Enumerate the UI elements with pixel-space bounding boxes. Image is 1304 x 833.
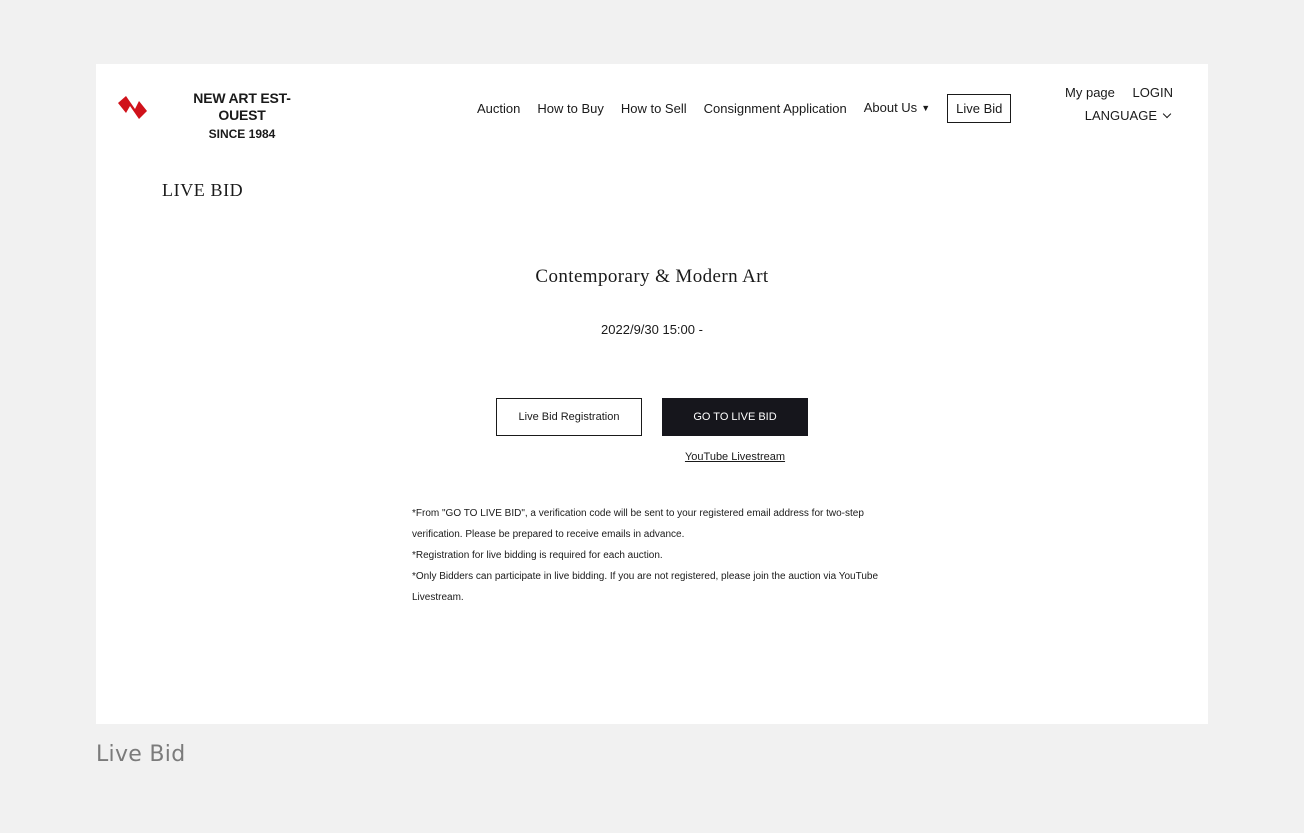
notes — [412, 503, 902, 608]
chevron-down-icon — [1163, 110, 1171, 118]
auction-date: 2022/9/30 15:00 - — [601, 322, 703, 337]
my-page-link[interactable]: My page — [1065, 85, 1115, 100]
login-link[interactable]: LOGIN — [1132, 85, 1173, 100]
nav-live-bid-button[interactable]: Live Bid — [947, 94, 1011, 123]
caret-down-icon: ▼ — [921, 103, 931, 113]
page-title: LIVE BID — [162, 180, 244, 200]
nav-consignment-application[interactable]: Consignment Application — [703, 100, 847, 116]
nav-how-to-buy[interactable]: How to Buy — [537, 100, 604, 116]
brand-name: NEW ART EST-OUEST — [193, 90, 291, 123]
note-verification: *From "GO TO LIVE BID", a verification code will be sent to your registered email address for two-step verification. Please be prepared to receive emails in advance. — [412, 508, 864, 540]
youtube-livestream-link[interactable]: YouTube Livestream — [684, 451, 786, 463]
note-registration: *Registration for live bidding is required for each auction. — [412, 550, 663, 561]
nav-auction[interactable]: Auction — [477, 100, 521, 116]
account-menu — [1051, 85, 1173, 123]
caption: Live Bid — [96, 742, 186, 767]
brand-since: SINCE 1984 — [208, 127, 276, 141]
logo-icon[interactable] — [116, 91, 150, 125]
brand-logo-text[interactable] — [174, 90, 310, 143]
nav-how-to-sell[interactable]: How to Sell — [620, 100, 687, 116]
live-bid-registration-button[interactable]: Live Bid Registration — [496, 398, 642, 436]
nav-about-us[interactable] — [864, 93, 930, 123]
go-to-live-bid-button[interactable]: GO TO LIVE BID — [662, 398, 808, 436]
nav-about-us-label: About Us — [863, 100, 918, 115]
language-label: LANGUAGE — [1084, 108, 1157, 123]
auction-title: Contemporary & Modern Art — [535, 266, 769, 287]
page-frame — [96, 64, 1208, 724]
note-bidders-only: *Only Bidders can participate in live bidding. If you are not registered, please join the auction via YouTube Livestream. — [412, 571, 879, 603]
main-nav — [477, 93, 1011, 123]
language-selector[interactable] — [1051, 108, 1173, 123]
